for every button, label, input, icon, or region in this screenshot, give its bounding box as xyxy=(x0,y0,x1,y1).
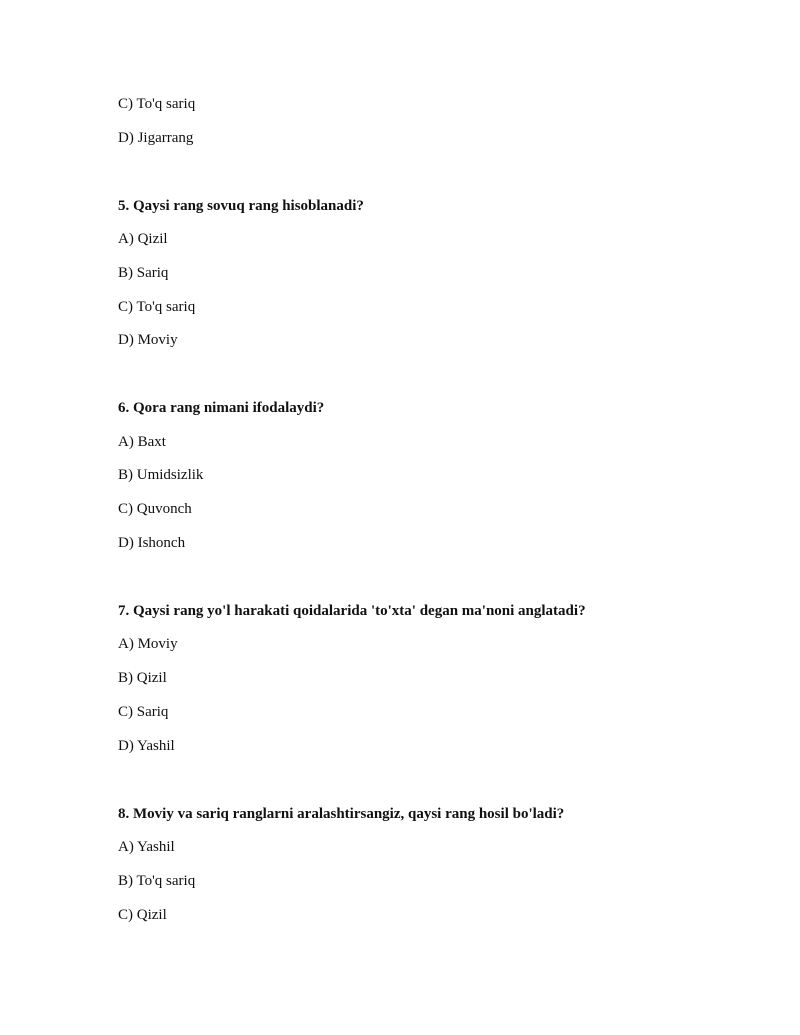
answer-option: B) To'q sariq xyxy=(118,873,196,889)
answer-option: A) Qizil xyxy=(118,231,168,247)
question-title: 5. Qaysi rang sovuq rang hisoblanadi? xyxy=(118,198,364,214)
question-title: 7. Qaysi rang yo'l harakati qoidalarida 'to'xta' degan ma'noni anglatadi? xyxy=(118,603,586,619)
answer-option: C) To'q sariq xyxy=(118,299,196,315)
answer-option: B) Sariq xyxy=(118,265,169,281)
answer-option: D) Jigarrang xyxy=(118,130,194,146)
answer-option: C) To'q sariq xyxy=(118,96,196,112)
answer-option: D) Ishonch xyxy=(118,535,186,551)
answer-option: D) Yashil xyxy=(118,738,175,754)
answer-option: D) Moviy xyxy=(118,332,178,348)
answer-option: A) Yashil xyxy=(118,839,175,855)
answer-option: B) Umidsizlik xyxy=(118,467,204,483)
answer-option: A) Baxt xyxy=(118,434,166,450)
answer-option: B) Qizil xyxy=(118,670,167,686)
question-title: 6. Qora rang nimani ifodalaydi? xyxy=(118,400,325,416)
answer-option: A) Moviy xyxy=(118,636,178,652)
answer-option: C) Quvonch xyxy=(118,501,192,517)
answer-option: C) Qizil xyxy=(118,907,167,923)
question-title: 8. Moviy va sariq ranglarni aralashtirsangiz, qaysi rang hosil bo'ladi? xyxy=(118,806,565,822)
answer-option: C) Sariq xyxy=(118,704,169,720)
